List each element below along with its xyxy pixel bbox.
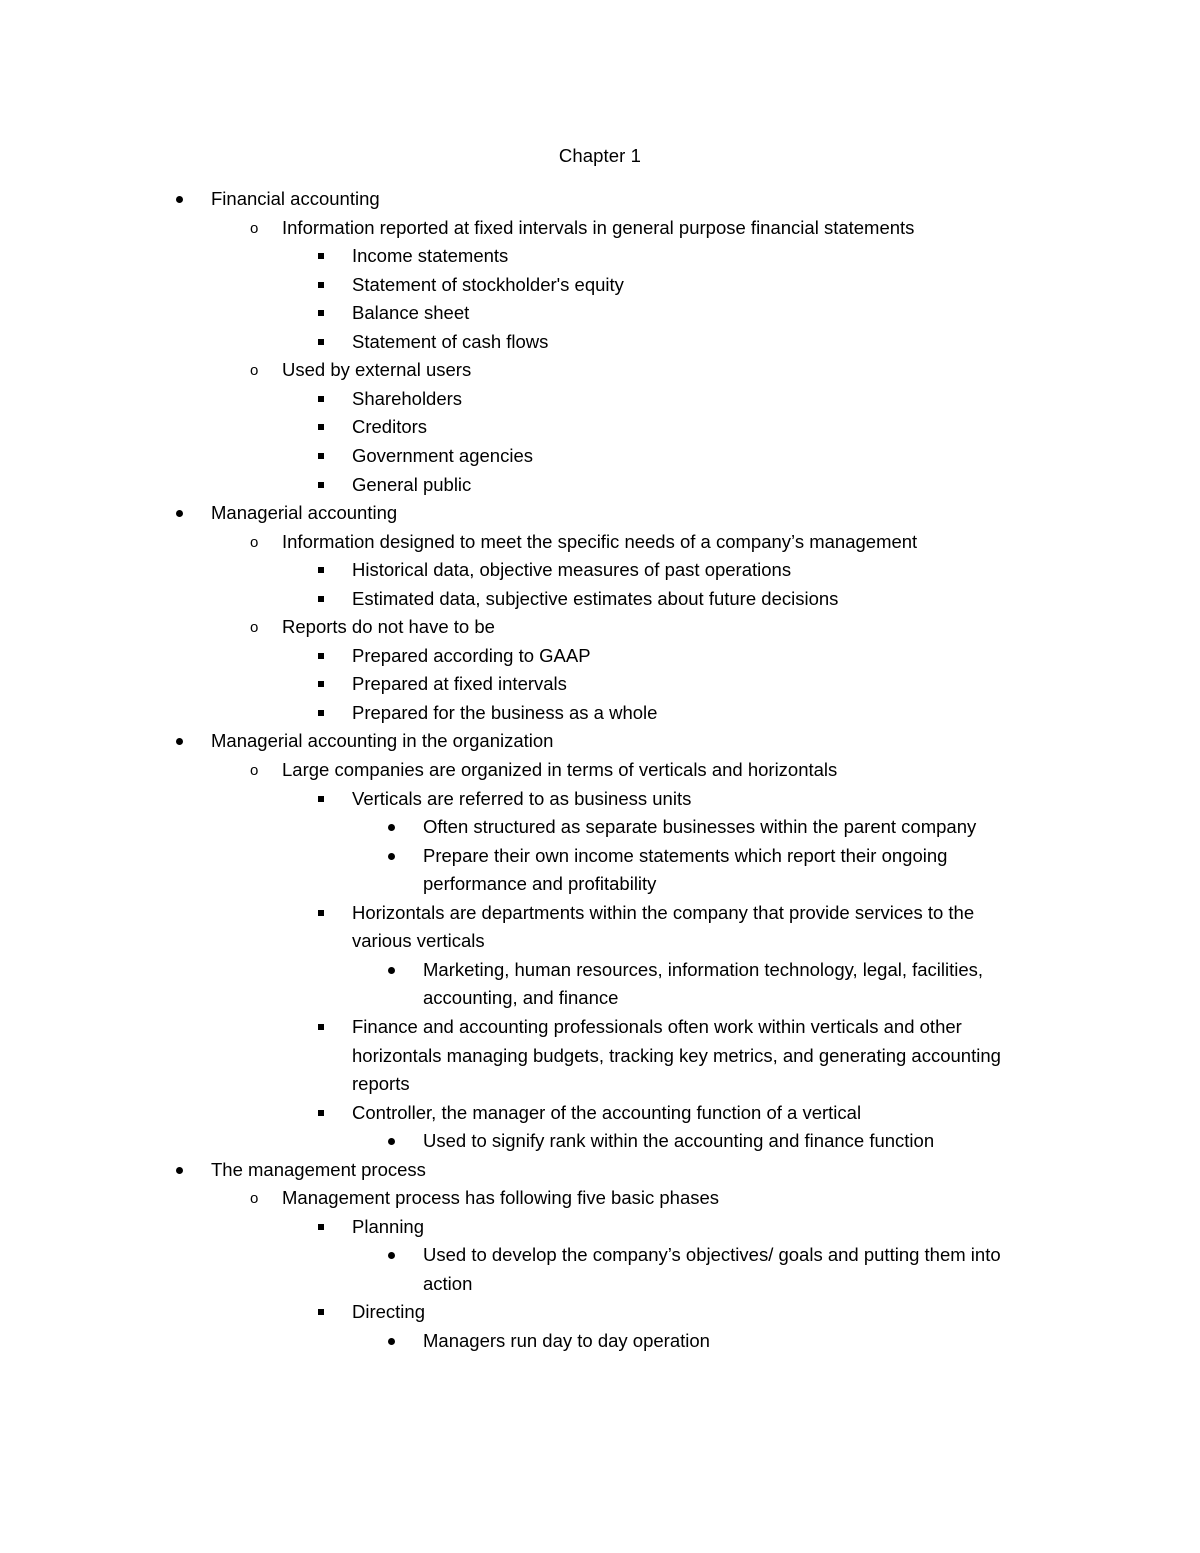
outline-item-level-3: Government agencies	[352, 444, 533, 466]
bullet-square-icon	[318, 310, 324, 316]
bullet-square-icon	[318, 596, 324, 602]
bullet-disc-icon	[176, 196, 183, 203]
outline-item-level-4: Managers run day to day operation	[423, 1330, 710, 1351]
outline-item-level-3: Balance sheet	[352, 302, 470, 324]
bullet-square-icon	[318, 1309, 324, 1315]
bullet-square-icon	[318, 453, 324, 459]
bullet-disc-icon	[388, 1338, 395, 1345]
bullet-disc-icon	[176, 738, 183, 745]
outline-item-level-3: Planning	[352, 1215, 425, 1237]
bullet-square-icon	[318, 681, 324, 687]
bullet-circle-icon: o	[250, 219, 259, 237]
bullet-square-icon	[318, 396, 324, 402]
page-title: Chapter 1	[558, 145, 642, 166]
bullet-square-icon	[318, 1024, 324, 1030]
bullet-square-icon	[318, 282, 324, 288]
outline-item-level-4: Prepare their own income statements which report their ongoing	[423, 844, 948, 866]
bullet-square-icon	[318, 567, 324, 573]
bullet-disc-icon	[176, 1167, 183, 1174]
outline-item-level-4: Marketing, human resources, information technology, legal, facilities,	[423, 958, 984, 980]
outline-item-continuation: reports	[352, 1073, 410, 1095]
outline-item-level-3: General public	[352, 473, 472, 495]
bullet-square-icon	[318, 424, 324, 430]
bullet-disc-icon	[388, 967, 395, 974]
bullet-disc-icon	[388, 1138, 395, 1145]
bullet-circle-icon: o	[250, 362, 259, 380]
outline-item-level-2: Used by external users	[282, 359, 472, 381]
outline-item-level-3: Shareholders	[352, 387, 463, 409]
outline-item-level-3: Prepared according to GAAP	[352, 644, 591, 666]
outline-item-level-3: Controller, the manager of the accounting function of a vertical	[352, 1101, 862, 1123]
bullet-square-icon	[318, 1224, 324, 1230]
outline-item-level-2: Information designed to meet the specific needs of a company’s management	[282, 530, 918, 552]
outline-item-level-2: Large companies are organized in terms of verticals and horizontals	[282, 759, 838, 780]
outline-item-level-3: Statement of cash flows	[352, 330, 549, 352]
outline-item-level-1: Financial accounting	[211, 188, 380, 209]
bullet-square-icon	[318, 482, 324, 488]
bullet-square-icon	[318, 910, 324, 916]
bullet-square-icon	[318, 653, 324, 659]
outline-item-continuation: various verticals	[352, 930, 485, 952]
outline-item-level-3: Estimated data, subjective estimates about future decisions	[352, 587, 839, 609]
bullet-circle-icon: o	[250, 1190, 259, 1208]
outline-item-level-3: Historical data, objective measures of past operations	[352, 559, 792, 581]
bullet-square-icon	[318, 1110, 324, 1116]
outline-item-level-3: Verticals are referred to as business units	[352, 787, 692, 809]
outline-item-level-2: Reports do not have to be	[282, 616, 495, 638]
outline-item-level-4: Used to signify rank within the accounting and finance function	[423, 1130, 935, 1152]
outline-item-level-2: Management process has following five basic phases	[282, 1187, 720, 1209]
bullet-circle-icon: o	[250, 619, 259, 637]
outline-item-level-4: Used to develop the company’s objectives/ goals and putting them into	[423, 1244, 1001, 1266]
outline-item-level-2: Information reported at fixed intervals in general purpose financial statements	[282, 216, 915, 238]
outline-item-level-3: Finance and accounting professionals often work within verticals and other	[352, 1015, 962, 1037]
bullet-square-icon	[318, 339, 324, 345]
outline-item-continuation: horizontals managing budgets, tracking key metrics, and generating accounting	[352, 1044, 1001, 1066]
outline-item-level-1: Managerial accounting in the organization	[211, 730, 554, 752]
bullet-disc-icon	[388, 1252, 395, 1259]
outline-item-level-3: Statement of stockholder's equity	[352, 273, 624, 295]
outline-item-level-3: Directing	[352, 1301, 425, 1323]
bullet-circle-icon: o	[250, 762, 259, 779]
outline-item-level-3: Creditors	[352, 416, 428, 438]
outline-item-continuation: performance and profitability	[423, 873, 657, 895]
bullet-square-icon	[318, 253, 324, 259]
bullet-circle-icon: o	[250, 533, 259, 551]
outline-item-continuation: action	[423, 1272, 473, 1294]
outline-item-level-4: Often structured as separate businesses within the parent company	[423, 816, 977, 838]
bullet-square-icon	[318, 710, 324, 716]
outline-item-level-3: Income statements	[352, 245, 509, 267]
outline-item-level-3: Horizontals are departments within the company that provide services to the	[352, 901, 975, 923]
outline-item-level-1: The management process	[211, 1158, 426, 1180]
bullet-disc-icon	[388, 853, 395, 860]
outline-item-continuation: accounting, and finance	[423, 987, 619, 1009]
outline-item-level-3: Prepared at fixed intervals	[352, 673, 567, 695]
outline-item-level-3: Prepared for the business as a whole	[352, 701, 658, 723]
bullet-disc-icon	[176, 510, 183, 517]
bullet-square-icon	[318, 796, 324, 802]
bullet-disc-icon	[388, 824, 395, 831]
outline-item-level-1: Managerial accounting	[211, 502, 398, 524]
